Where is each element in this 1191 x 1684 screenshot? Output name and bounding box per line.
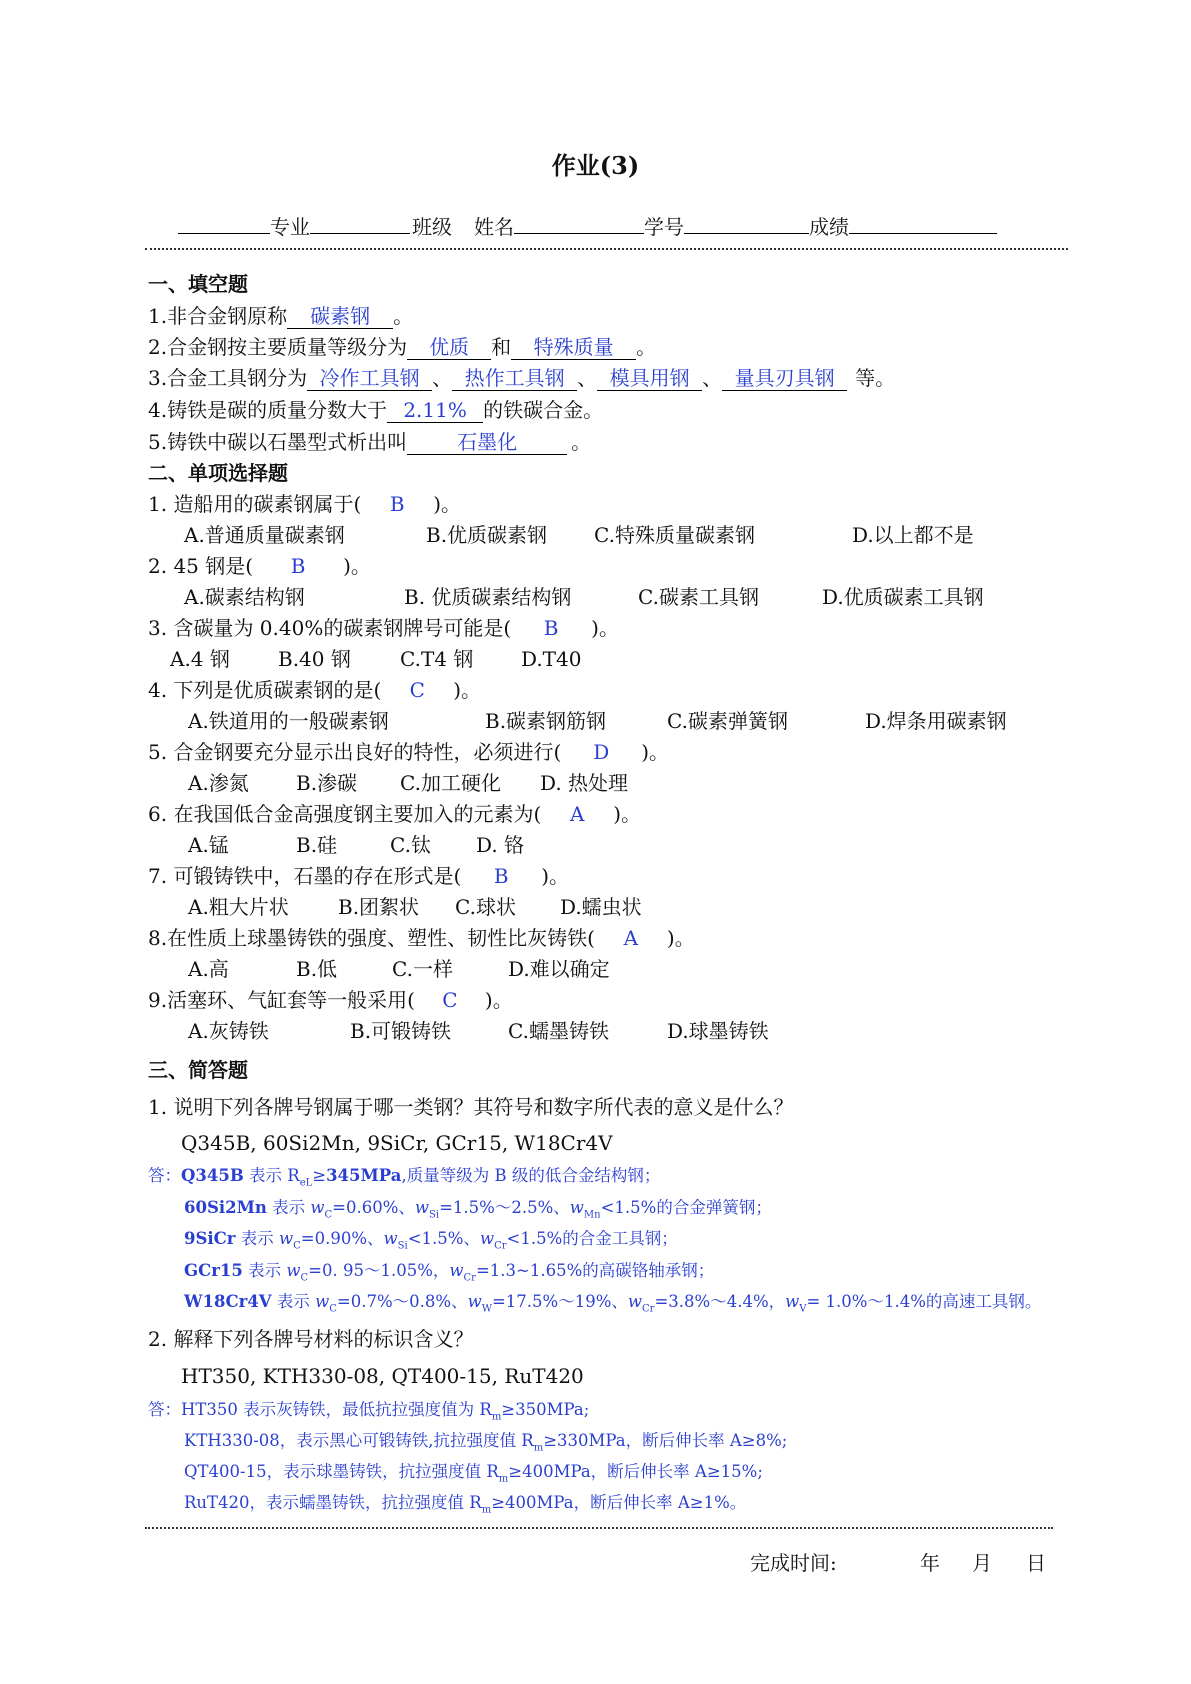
choice-answer[interactable]: A <box>623 926 639 950</box>
choice-option: A.碳素结构钢 <box>184 585 305 609</box>
q-text: 。 <box>571 430 592 454</box>
choice-option: D.球墨铸铁 <box>667 1019 769 1043</box>
answer-1-line-4: GCr15 表示 $w_C=0$. 95～1.05%，$w_{Cr}=1.3\sim 1.65\%$的高碳铬轴承钢； <box>184 1261 715 1284</box>
choice-option: A.渗氮 <box>188 771 249 795</box>
choice-question-4 <box>148 678 481 702</box>
id-label: 学号 <box>644 215 684 239</box>
choice-question-9 <box>148 988 513 1012</box>
q-text: 2. 45 钢是( <box>148 554 254 578</box>
choice-option: A.普通质量碳素钢 <box>184 523 345 547</box>
footer-day: 日 <box>1026 1551 1046 1575</box>
choice-option: A.灰铸铁 <box>188 1019 269 1043</box>
choice-answer[interactable]: A <box>570 802 585 826</box>
answer-1-line-3: 9SiCr 表示 $w_C=0.90\%$、$w_{Si}<1.5\%$、$w_{Cr}<1.5\%$的合金工具钢； <box>184 1229 678 1252</box>
answer-2-line-3: QT400-15，表示球墨铸铁，抗拉强度值 $R_m\ge 400MPa$，断后伸长率 A≥15%; <box>184 1462 763 1485</box>
choice-option: A.粗大片状 <box>188 895 289 919</box>
choice-option: D.以上都不是 <box>852 523 974 547</box>
choice-option: B.低 <box>296 957 338 981</box>
q-text: 。 <box>636 335 657 359</box>
choice-question-8 <box>148 926 695 950</box>
choice-question-2 <box>148 554 371 578</box>
q-text: )。 <box>453 678 482 702</box>
answer-blank[interactable]: 特殊质量 <box>511 335 636 360</box>
choice-option: B.优质碳素钢 <box>426 523 548 547</box>
fill-question-1 <box>148 304 413 329</box>
page-title: 作业(3) <box>551 151 640 180</box>
id-blank[interactable] <box>684 213 809 234</box>
q-text: 5.铸铁中碳以石墨型式析出叫 <box>148 430 408 454</box>
q-text: 和 <box>491 335 512 359</box>
q-text: 、 <box>577 366 598 390</box>
q-text: 、 <box>702 366 723 390</box>
q-text: 8.在性质上球墨铸铁的强度、塑性、韧性比灰铸铁( <box>148 926 595 950</box>
answer-1-line-1: 答：Q345B 表示 $R_{eL}\ge 345MPa$,质量等级为 B 级的低合金结构钢； <box>148 1166 661 1189</box>
q-text: )。 <box>484 988 513 1012</box>
q-text: )。 <box>641 740 670 764</box>
section-short-answer-heading: 三、简答题 <box>148 1058 248 1082</box>
answer-1-line-2: 60Si2Mn 表示 $w_C=0.60\%$、$w_{Si}=1.5\%\sim 2.5\%$、$w_{Mn}<1.5\%$的合金弹簧钢； <box>184 1198 772 1221</box>
choice-question-7 <box>148 864 569 888</box>
choice-answer[interactable]: B <box>389 492 405 516</box>
q-text: 的铁碳合金。 <box>483 398 604 422</box>
major-label: 专业 <box>270 215 310 239</box>
q-text: 9.活塞环、气缸套等一般采用( <box>148 988 415 1012</box>
answer-blank[interactable]: 量具刃具钢 <box>722 366 847 391</box>
choice-option: B.可锻铸铁 <box>350 1019 452 1043</box>
choice-option: A.高 <box>188 957 229 981</box>
answer-blank[interactable]: 热作工具钢 <box>452 366 577 391</box>
answer-blank[interactable]: 模具用钢 <box>597 366 702 391</box>
q-text: )。 <box>591 616 619 640</box>
completion-time-label: 完成时间: <box>750 1551 837 1575</box>
class-blank[interactable] <box>310 213 410 234</box>
choice-option: B.团絮状 <box>338 895 420 919</box>
q-text: 4. 下列是优质碳素钢的是( <box>148 678 382 702</box>
choice-answer[interactable]: B <box>493 864 509 888</box>
choice-answer[interactable]: B <box>543 616 559 640</box>
choice-option: C.蠕墨铸铁 <box>508 1019 609 1043</box>
choice-question-6 <box>148 802 641 826</box>
choice-option: A.铁道用的一般碳素钢 <box>188 709 389 733</box>
choice-option: C.球状 <box>455 895 516 919</box>
q-text: 等。 <box>855 366 896 390</box>
choice-option: C.碳素弹簧钢 <box>667 709 788 733</box>
q-text: )。 <box>541 864 570 888</box>
name-label: 姓名 <box>474 215 514 239</box>
q-text: 1.非合金钢原称 <box>148 304 288 328</box>
q-text: 3.合金工具钢分为 <box>148 366 308 390</box>
q-text: )。 <box>666 926 695 950</box>
choice-option: D.优质碳素工具钢 <box>822 585 984 609</box>
choice-option: D.T40 <box>521 647 582 671</box>
q-text: )。 <box>433 492 462 516</box>
q-text: 、 <box>432 366 453 390</box>
short-question-2: 2. 解释下列各牌号材料的标识含义？ <box>148 1327 474 1351</box>
answer-2-line-4: RuT420，表示蠕墨铸铁，抗拉强度值 $R_m\ge 400MPa$，断后伸长率 A≥1%。 <box>184 1493 747 1516</box>
choice-option: D. 热处理 <box>540 771 629 795</box>
choice-answer[interactable]: C <box>442 988 458 1012</box>
choice-option: C.T4 钢 <box>400 647 474 671</box>
q-text: )。 <box>343 554 371 578</box>
choice-option: C.加工硬化 <box>400 771 501 795</box>
fill-question-5 <box>148 430 591 455</box>
q-text: 。 <box>393 304 414 328</box>
choice-option: B.40 钢 <box>278 647 351 671</box>
choice-option: B.渗碳 <box>296 771 358 795</box>
fill-question-2 <box>148 335 656 360</box>
choice-question-3 <box>148 616 619 640</box>
choice-answer[interactable]: B <box>290 554 306 578</box>
answer-blank[interactable]: 冷作工具钢 <box>307 366 432 391</box>
q-text: 6. 在我国低合金高强度钢主要加入的元素为( <box>148 802 542 826</box>
answer-blank[interactable]: 优质 <box>407 335 491 360</box>
choice-option: D.焊条用碳素钢 <box>865 709 1007 733</box>
choice-option: A.4 钢 <box>170 647 230 671</box>
answer-blank[interactable]: 石墨化 <box>407 430 567 455</box>
student-info-row <box>178 211 997 240</box>
choice-option: C.碳素工具钢 <box>638 585 759 609</box>
choice-option: C.钛 <box>390 833 431 857</box>
answer-1-line-5: W18Cr4V 表示 $w_C=0.7\%\sim 0.8\%$、$w_W=17.5\%\sim 19\%$、$w_{Cr}=3.8\%\sim 4.4\%$，$w_V=$ 1.0%～1.4%的高速工具钢。 <box>184 1292 1042 1315</box>
choice-option: B. 优质碳素结构钢 <box>404 585 572 609</box>
section-choice-heading: 二、单项选择题 <box>148 461 288 485</box>
q-text: 7. 可锻铸铁中，石墨的存在形式是( <box>148 864 462 888</box>
top-divider <box>145 248 1068 250</box>
name-blank[interactable] <box>514 213 644 234</box>
choice-option: D.蠕虫状 <box>560 895 642 919</box>
short-question-1: 1. 说明下列各牌号钢属于哪一类钢？其符号和数字所代表的意义是什么？ <box>148 1095 794 1119</box>
choice-option: A.锰 <box>188 833 229 857</box>
answer-blank[interactable]: 碳素钢 <box>287 304 393 329</box>
short-question-2-grades: HT350, KTH330-08, QT400-15, RuT420 <box>181 1364 584 1388</box>
q-text: 3. 含碳量为 0.40%的碳素钢牌号可能是( <box>148 616 512 640</box>
answer-2-line-1: 答：HT350 表示灰铸铁，最低抗拉强度值为 $R_m\ge 350MPa$; <box>148 1400 590 1423</box>
q-text: )。 <box>613 802 642 826</box>
choice-question-1 <box>148 492 461 516</box>
q-text: 1. 造船用的碳素钢属于( <box>148 492 362 516</box>
score-blank[interactable] <box>849 213 997 234</box>
class-label: 班级 <box>412 215 452 239</box>
section-fill-blank-heading: 一、填空题 <box>148 272 248 296</box>
score-label: 成绩 <box>809 215 849 239</box>
choice-question-5 <box>148 740 669 764</box>
q-text: 5. 合金钢要充分显示出良好的特性，必须进行( <box>148 740 562 764</box>
footer-month: 月 <box>972 1551 992 1575</box>
major-blank[interactable] <box>178 213 270 234</box>
choice-option: D.难以确定 <box>508 957 610 981</box>
choice-answer[interactable]: C <box>409 678 425 702</box>
choice-option: C.一样 <box>392 957 453 981</box>
choice-option: D. 铬 <box>476 833 525 857</box>
q-text: 4.铸铁是碳的质量分数大于 <box>148 398 388 422</box>
answer-2-line-2: KTH330-08，表示黑心可锻铸铁,抗拉强度值 $R_m\ge 330MPa$，断后伸长率 A≥8%; <box>184 1431 788 1454</box>
fill-question-3 <box>148 366 895 391</box>
choice-option: C.特殊质量碳素钢 <box>594 523 755 547</box>
fill-question-4 <box>148 398 603 423</box>
q-text: 2.合金钢按主要质量等级分为 <box>148 335 408 359</box>
choice-answer[interactable]: D <box>593 740 610 764</box>
choice-option: B.硅 <box>296 833 338 857</box>
choice-option: B.碳素钢筋钢 <box>485 709 607 733</box>
bottom-divider <box>145 1527 1053 1529</box>
short-question-1-grades: Q345B, 60Si2Mn, 9SiCr, GCr15, W18Cr4V <box>181 1131 613 1155</box>
answer-blank[interactable]: 2.11% <box>387 398 483 423</box>
footer-year: 年 <box>920 1551 940 1575</box>
